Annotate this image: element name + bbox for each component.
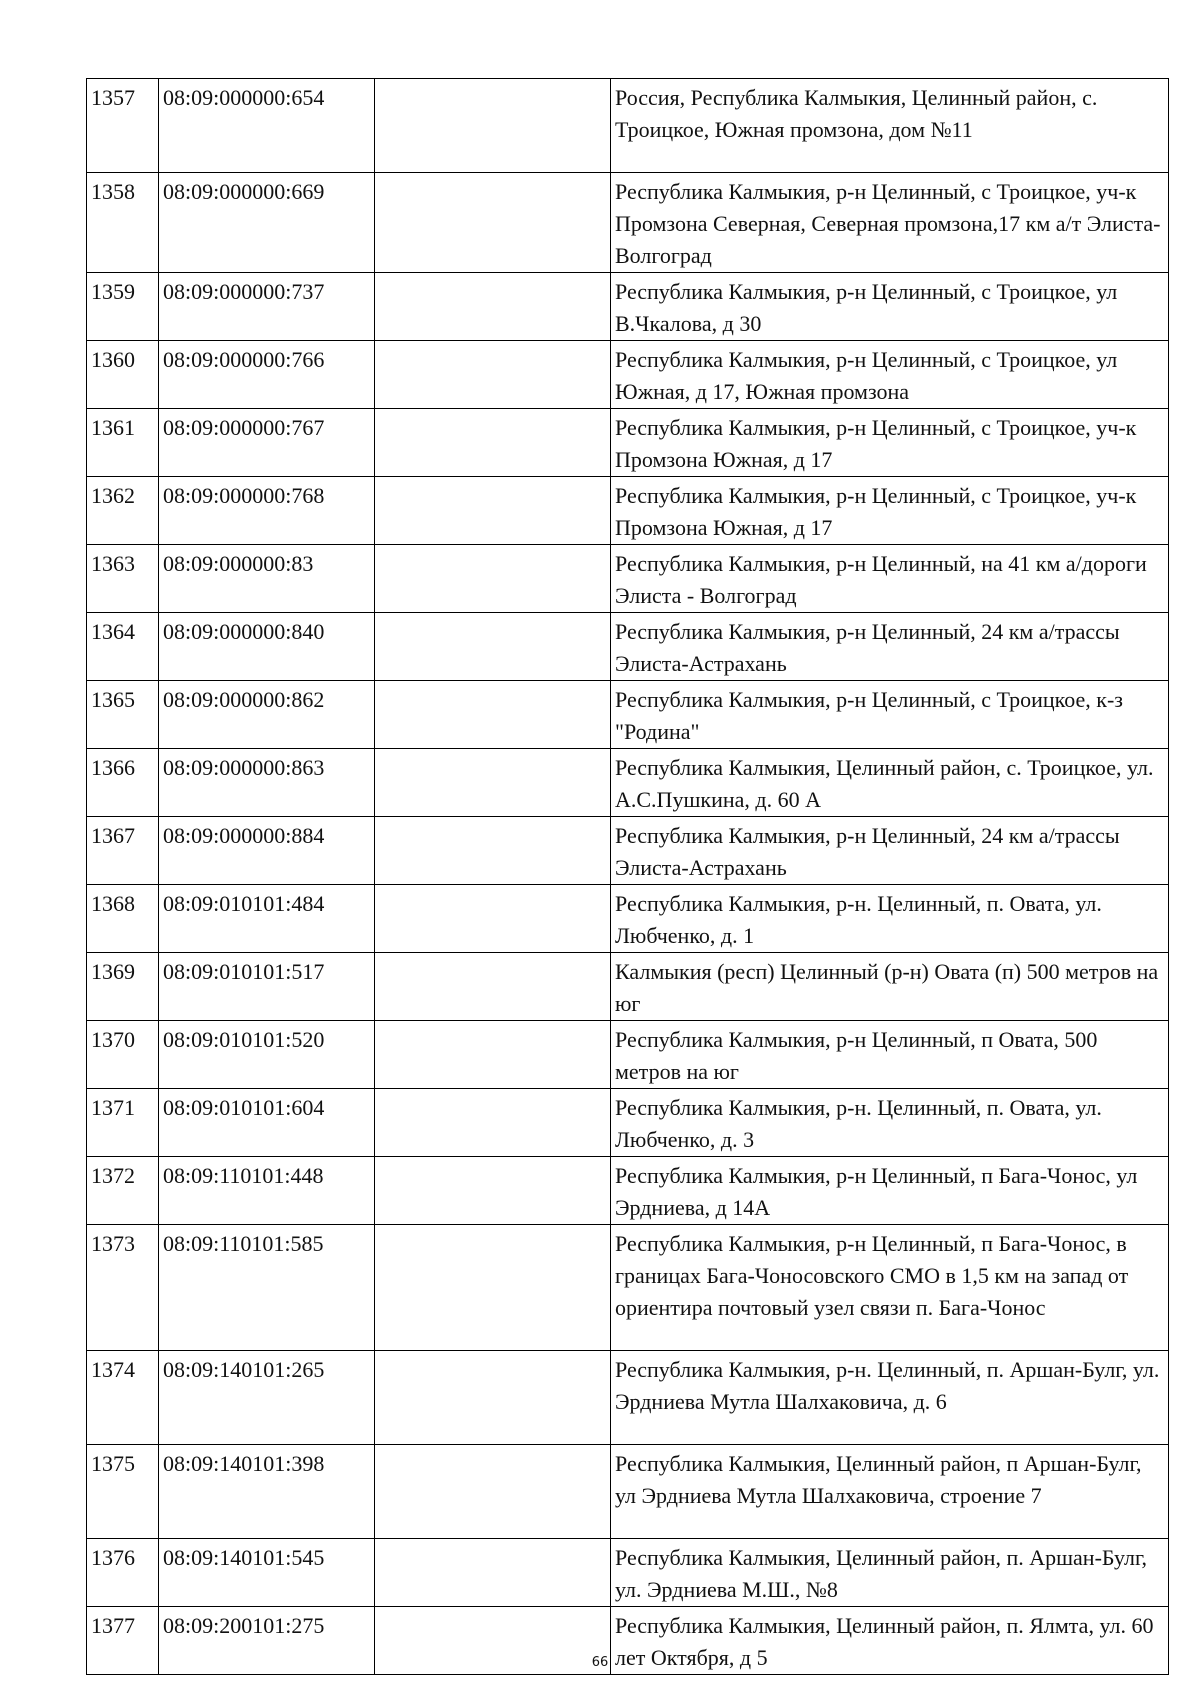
address-cell: Республика Калмыкия, р-н Целинный, на 41 км а/дороги Элиста - Волгоград <box>611 545 1169 613</box>
row-number: 1358 <box>87 173 159 273</box>
empty-cell <box>375 749 611 817</box>
row-number: 1364 <box>87 613 159 681</box>
row-number: 1369 <box>87 953 159 1021</box>
table-row <box>87 749 1169 817</box>
table-row <box>87 1445 1169 1539</box>
address-cell: Республика Калмыкия, р-н Целинный, с Троицкое, к-з "Родина" <box>611 681 1169 749</box>
address-cell: Республика Калмыкия, р-н Целинный, п Бага-Чонос, в границах Бага-Чоносовского СМО в 1,5 км на запад от ориентира почтовый узел связи п. Бага-Чонос <box>611 1225 1169 1351</box>
address-cell: Республика Калмыкия, р-н Целинный, с Троицкое, ул Южная, д 17, Южная промзона <box>611 341 1169 409</box>
cadastral-number: 08:09:010101:604 <box>159 1089 375 1157</box>
cadastral-number: 08:09:140101:265 <box>159 1351 375 1445</box>
row-number: 1377 <box>87 1607 159 1675</box>
table-row <box>87 1157 1169 1225</box>
cadastral-number: 08:09:200101:275 <box>159 1607 375 1675</box>
row-number: 1373 <box>87 1225 159 1351</box>
cadastral-number: 08:09:000000:862 <box>159 681 375 749</box>
empty-cell <box>375 477 611 545</box>
table-row <box>87 545 1169 613</box>
table-row <box>87 953 1169 1021</box>
cadastral-number: 08:09:000000:863 <box>159 749 375 817</box>
cadastral-number: 08:09:000000:884 <box>159 817 375 885</box>
registry-table-body <box>87 79 1169 1675</box>
table-row <box>87 1225 1169 1351</box>
empty-cell <box>375 1351 611 1445</box>
table-row <box>87 1021 1169 1089</box>
empty-cell <box>375 885 611 953</box>
address-cell: Республика Калмыкия, р-н Целинный, с Троицкое, уч-к Промзона Северная, Северная промзона,17 км а/т Элиста-Волгоград <box>611 173 1169 273</box>
cadastral-number: 08:09:000000:768 <box>159 477 375 545</box>
empty-cell <box>375 79 611 173</box>
cadastral-number: 08:09:000000:766 <box>159 341 375 409</box>
table-row <box>87 1089 1169 1157</box>
row-number: 1367 <box>87 817 159 885</box>
cadastral-number: 08:09:140101:545 <box>159 1539 375 1607</box>
address-cell: Республика Калмыкия, р-н Целинный, с Троицкое, уч-к Промзона Южная, д 17 <box>611 477 1169 545</box>
row-number: 1376 <box>87 1539 159 1607</box>
cadastral-number: 08:09:010101:517 <box>159 953 375 1021</box>
address-cell: Республика Калмыкия, р-н. Целинный, п. Овата, ул. Любченко, д. 3 <box>611 1089 1169 1157</box>
address-cell: Республика Калмыкия, р-н Целинный, п Бага-Чонос, ул Эрдниева, д 14А <box>611 1157 1169 1225</box>
cadastral-number: 08:09:000000:767 <box>159 409 375 477</box>
row-number: 1357 <box>87 79 159 173</box>
row-number: 1372 <box>87 1157 159 1225</box>
address-cell: Калмыкия (респ) Целинный (р-н) Овата (п) 500 метров на юг <box>611 953 1169 1021</box>
page-number: 66 <box>591 1655 609 1670</box>
row-number: 1362 <box>87 477 159 545</box>
cadastral-number: 08:09:000000:669 <box>159 173 375 273</box>
row-number: 1375 <box>87 1445 159 1539</box>
cadastral-number: 08:09:010101:520 <box>159 1021 375 1089</box>
cadastral-number: 08:09:000000:654 <box>159 79 375 173</box>
address-cell: Республика Калмыкия, р-н Целинный, п Овата, 500 метров на юг <box>611 1021 1169 1089</box>
empty-cell <box>375 953 611 1021</box>
row-number: 1368 <box>87 885 159 953</box>
table-row <box>87 79 1169 173</box>
address-cell: Республика Калмыкия, р-н Целинный, с Троицкое, ул В.Чкалова, д 30 <box>611 273 1169 341</box>
address-cell: Республика Калмыкия, р-н Целинный, 24 км а/трассы Элиста-Астрахань <box>611 817 1169 885</box>
row-number: 1366 <box>87 749 159 817</box>
empty-cell <box>375 1157 611 1225</box>
table-row <box>87 681 1169 749</box>
empty-cell <box>375 1539 611 1607</box>
table-row <box>87 173 1169 273</box>
table-row <box>87 613 1169 681</box>
address-cell: Россия, Республика Калмыкия, Целинный район, с. Троицкое, Южная промзона, дом №11 <box>611 79 1169 173</box>
empty-cell <box>375 1089 611 1157</box>
empty-cell <box>375 1445 611 1539</box>
cadastral-number: 08:09:110101:585 <box>159 1225 375 1351</box>
row-number: 1370 <box>87 1021 159 1089</box>
address-cell: Республика Калмыкия, Целинный район, п. Ялмта, ул. 60 лет Октября, д 5 <box>611 1607 1169 1675</box>
row-number: 1361 <box>87 409 159 477</box>
address-cell: Республика Калмыкия, Целинный район, с. Троицкое, ул. А.С.Пушкина, д. 60 А <box>611 749 1169 817</box>
row-number: 1360 <box>87 341 159 409</box>
table-row <box>87 477 1169 545</box>
empty-cell <box>375 409 611 477</box>
table-row <box>87 817 1169 885</box>
empty-cell <box>375 173 611 273</box>
empty-cell <box>375 681 611 749</box>
table-row <box>87 341 1169 409</box>
address-cell: Республика Калмыкия, р-н Целинный, с Троицкое, уч-к Промзона Южная, д 17 <box>611 409 1169 477</box>
registry-table <box>86 78 1169 1675</box>
empty-cell <box>375 545 611 613</box>
empty-cell <box>375 341 611 409</box>
address-cell: Республика Калмыкия, р-н. Целинный, п. Овата, ул. Любченко, д. 1 <box>611 885 1169 953</box>
table-row <box>87 885 1169 953</box>
row-number: 1371 <box>87 1089 159 1157</box>
empty-cell <box>375 613 611 681</box>
address-cell: Республика Калмыкия, Целинный район, п. Аршан-Булг, ул. Эрдниева М.Ш., №8 <box>611 1539 1169 1607</box>
table-row <box>87 1351 1169 1445</box>
row-number: 1363 <box>87 545 159 613</box>
cadastral-number: 08:09:140101:398 <box>159 1445 375 1539</box>
address-cell: Республика Калмыкия, р-н Целинный, 24 км а/трассы Элиста-Астрахань <box>611 613 1169 681</box>
row-number: 1359 <box>87 273 159 341</box>
cadastral-number: 08:09:010101:484 <box>159 885 375 953</box>
table-row <box>87 409 1169 477</box>
address-cell: Республика Калмыкия, Целинный район, п Аршан-Булг, ул Эрдниева Мутла Шалхаковича, строение 7 <box>611 1445 1169 1539</box>
table-row <box>87 273 1169 341</box>
row-number: 1374 <box>87 1351 159 1445</box>
row-number: 1365 <box>87 681 159 749</box>
empty-cell <box>375 817 611 885</box>
address-cell: Республика Калмыкия, р-н. Целинный, п. Аршан-Булг, ул. Эрдниева Мутла Шалхаковича, д. 6 <box>611 1351 1169 1445</box>
cadastral-number: 08:09:000000:840 <box>159 613 375 681</box>
cadastral-number: 08:09:000000:83 <box>159 545 375 613</box>
table-row <box>87 1539 1169 1607</box>
cadastral-number: 08:09:110101:448 <box>159 1157 375 1225</box>
cadastral-number: 08:09:000000:737 <box>159 273 375 341</box>
empty-cell <box>375 1021 611 1089</box>
empty-cell <box>375 273 611 341</box>
empty-cell <box>375 1225 611 1351</box>
